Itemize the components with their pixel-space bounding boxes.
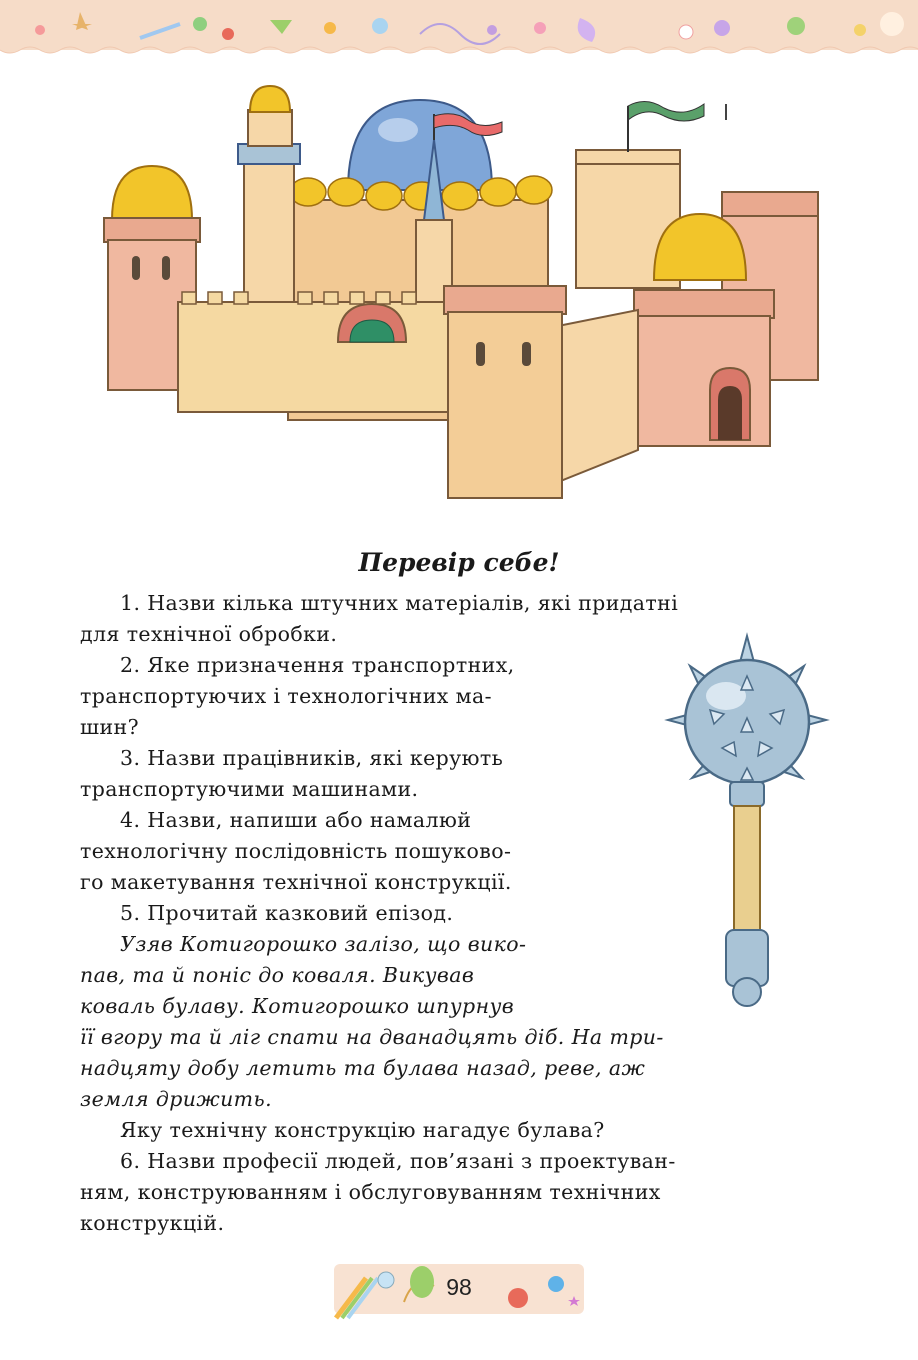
question-6-line-1: 6. Назви професії людей, пов’язані з проектуван- [120, 1149, 676, 1173]
story-line-4: її вгору та й ліг спати на дванадцять діб. На три- [80, 1025, 664, 1049]
question-3-line-1: 3. Назви працівників, які керують [120, 746, 504, 770]
castle-illustration [98, 80, 838, 510]
decorative-top-border [0, 0, 918, 56]
page-number: 98 [446, 1274, 472, 1300]
question-4-line-3: го макетування технічної конструкції. [80, 870, 512, 894]
question-2-line-1: 2. Яке призначення транспортних, [120, 653, 515, 677]
question-1-line-2: для технічної обробки. [80, 622, 338, 646]
question-2-line-3: шин? [80, 715, 139, 739]
story-line-6: земля дрижить. [80, 1087, 272, 1111]
question-3-line-2: транспортуючими машинами. [80, 777, 419, 801]
question-4-line-2: технологічну послідовність пошуково- [80, 839, 512, 863]
question-5-line-1: 5. Прочитай казковий епізод. [120, 901, 454, 925]
question-2-line-2: транспортуючих і технологічних ма- [80, 684, 492, 708]
story-line-2: пав, та й поніс до коваля. Викував [80, 963, 475, 987]
question-6-line-3: конструкцій. [80, 1211, 225, 1235]
section-title: Перевір себе! [358, 548, 560, 577]
question-4-line-1: 4. Назви, напиши або намалюй [120, 808, 472, 832]
story-line-5: надцяту добу летить та булава назад, реве, аж [80, 1056, 646, 1080]
story-line-3: коваль булаву. Котигорошко шпурнув [80, 994, 515, 1018]
question-6-line-2: ням, конструюванням і обслуговуванням технічних [80, 1180, 661, 1204]
question-5-followup: Яку технічну конструкцію нагадує булава? [120, 1118, 605, 1142]
question-1-line-1: 1. Назви кілька штучних матеріалів, які придатні [120, 591, 679, 615]
mace-illustration [662, 632, 832, 1012]
story-line-1: Узяв Котигорошко залізо, що вико- [120, 932, 527, 956]
questions-narrow-block [80, 650, 621, 1022]
questions-bottom-block [80, 1022, 844, 1239]
